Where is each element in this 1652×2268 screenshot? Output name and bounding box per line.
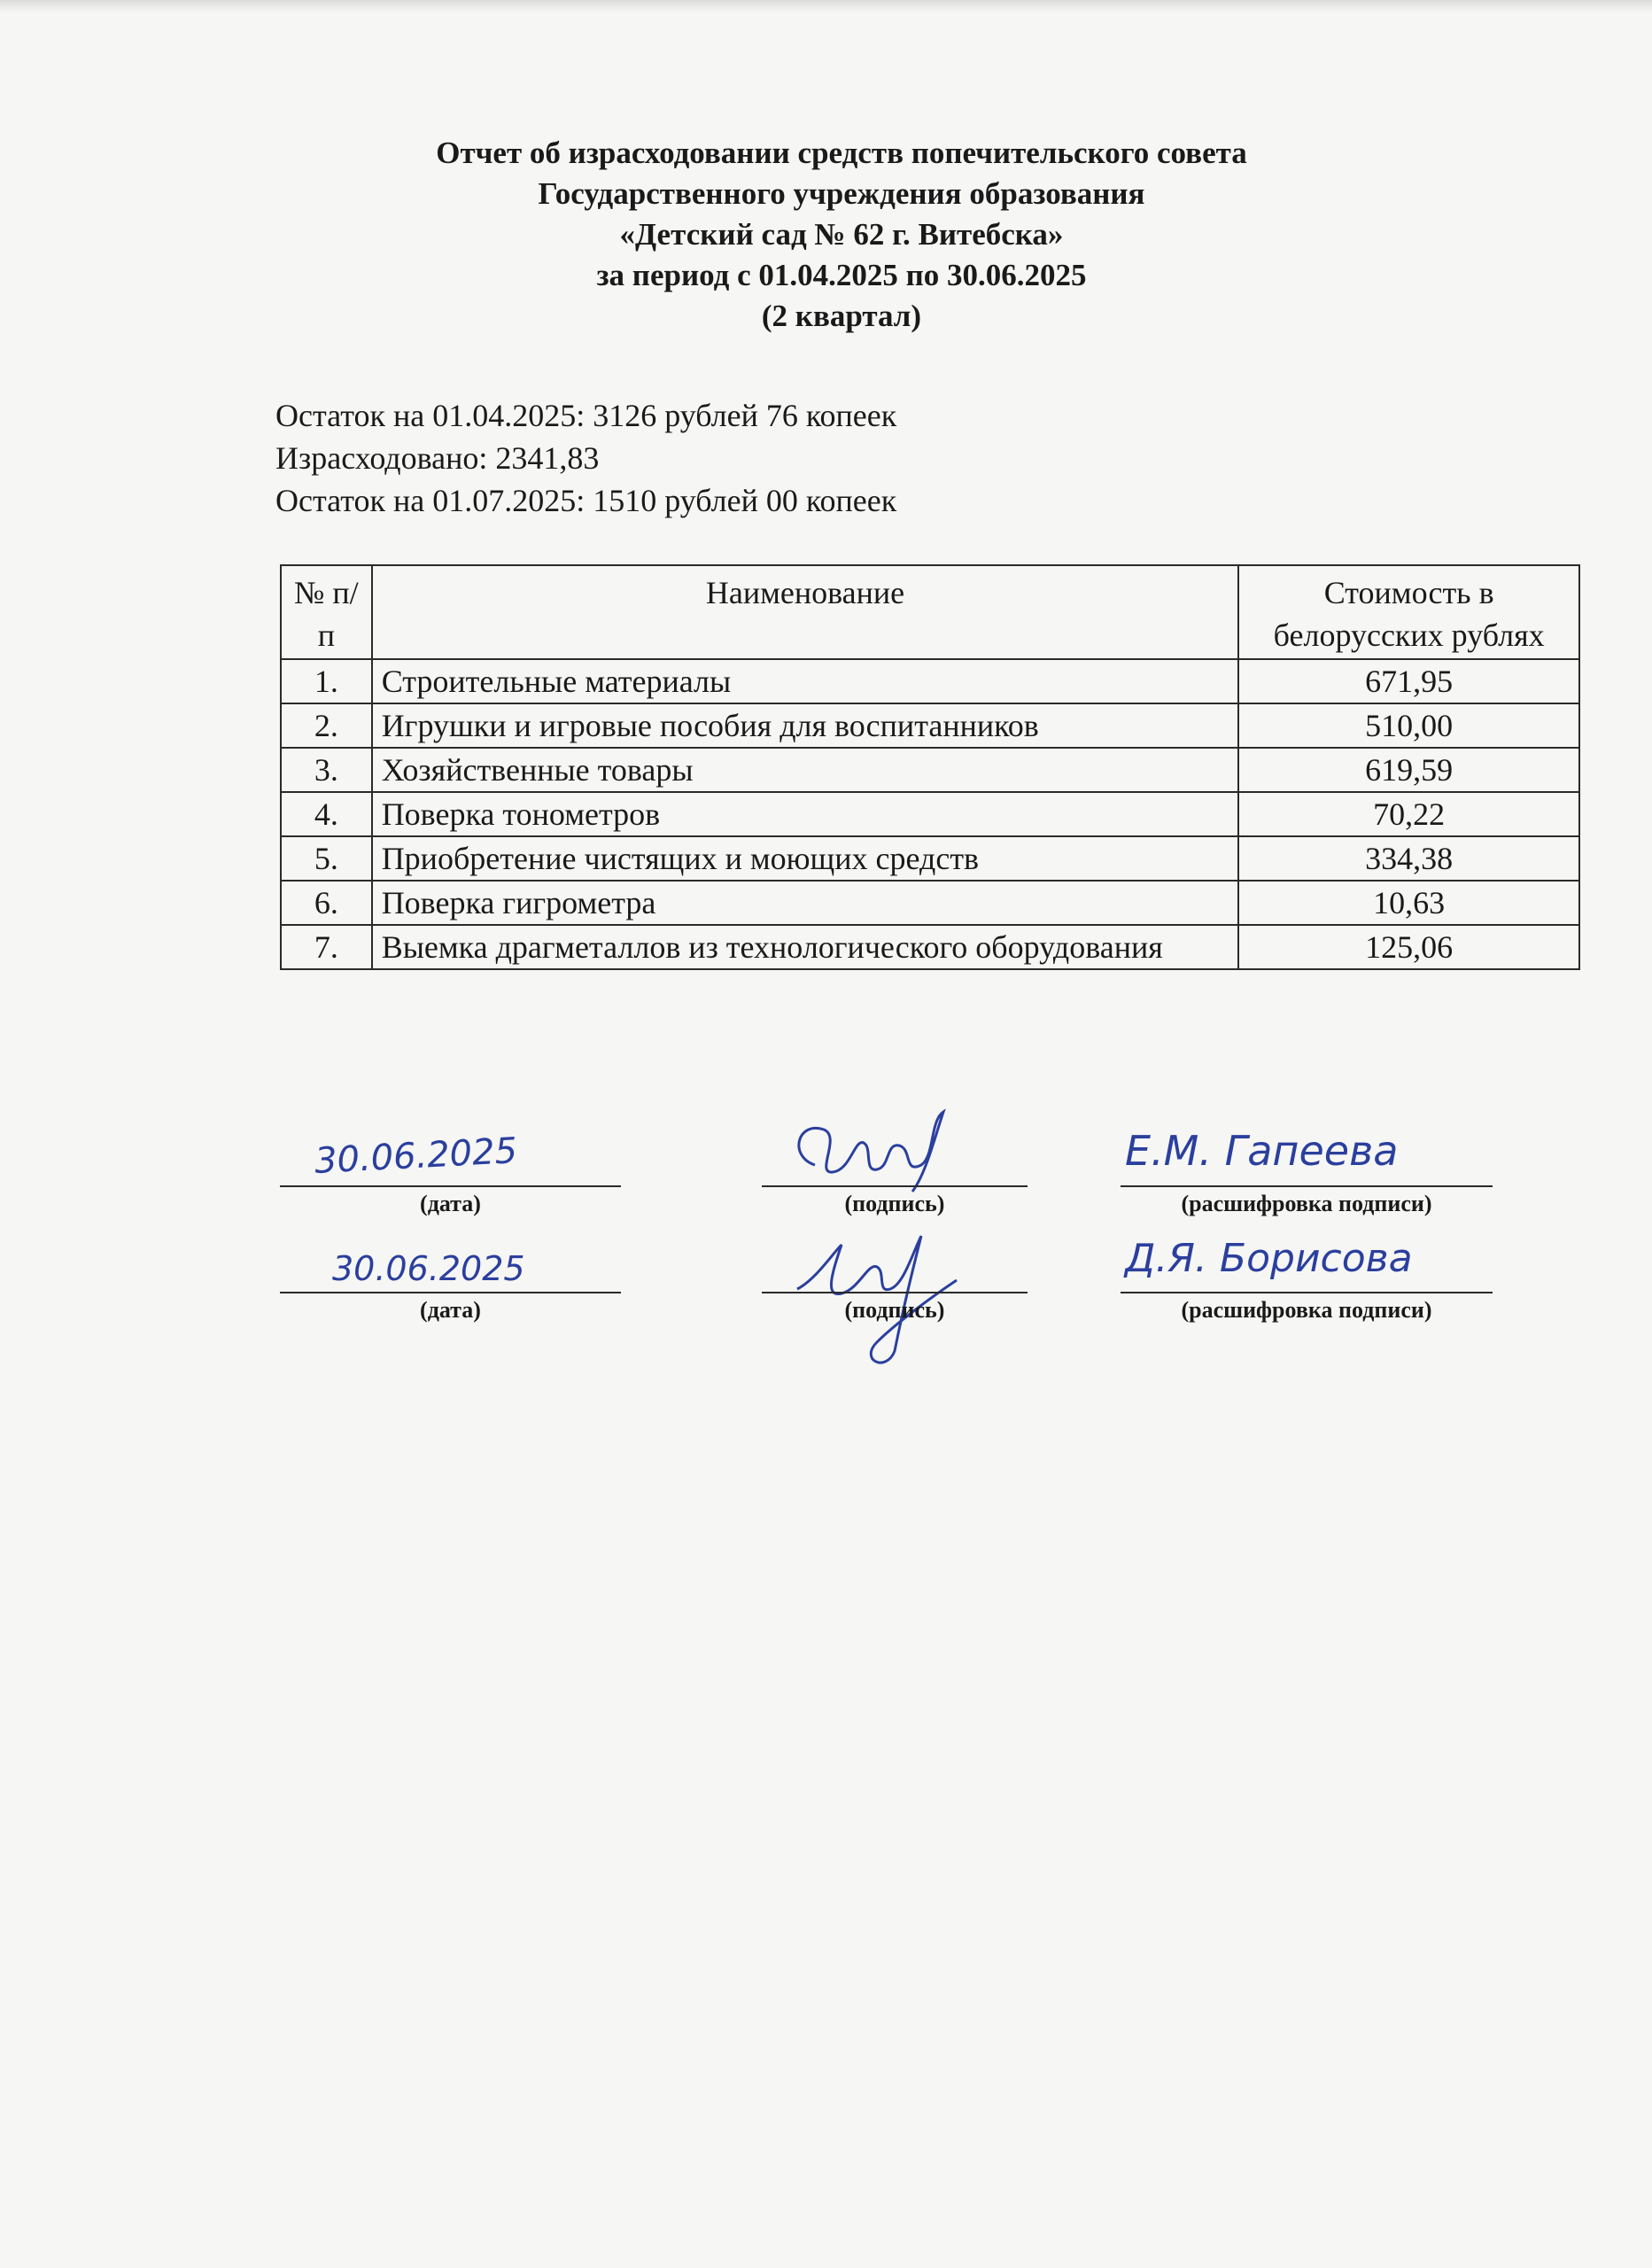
title-line-5: (2 квартал) [761, 299, 922, 333]
opening-balance: Остаток на 01.04.2025: 3126 рублей 76 копеек [275, 398, 897, 433]
row-name: Хозяйственные товары [372, 748, 1239, 792]
decoding-caption-1: (расшифровка подписи) [1181, 1191, 1432, 1216]
header-name: Наименование [372, 565, 1239, 659]
title-line-3: «Детский сад № 62 г. Витебска» [619, 217, 1064, 252]
spent-total: Израсходовано: 2341,83 [275, 440, 600, 476]
header-num: № п/п [281, 565, 372, 659]
row-cost: 125,06 [1238, 925, 1579, 969]
signature-line-1 [762, 1185, 1028, 1187]
row-name: Поверка тонометров [372, 792, 1239, 836]
table-row [281, 703, 1579, 748]
row-name: Поверка гигрометра [372, 881, 1239, 925]
row-cost: 510,00 [1238, 703, 1579, 748]
decoding-line-2 [1121, 1292, 1493, 1293]
row-num: 5. [281, 836, 372, 881]
date-caption-1: (дата) [420, 1191, 481, 1216]
signature-caption-1: (подпись) [844, 1191, 945, 1216]
row-name: Строительные материалы [372, 659, 1239, 703]
date-line-2 [280, 1292, 621, 1293]
paper-edge [0, 0, 1652, 12]
row-name: Приобретение чистящих и моющих средств [372, 836, 1239, 881]
row-cost: 70,22 [1238, 792, 1579, 836]
row-num: 7. [281, 925, 372, 969]
table-row [281, 836, 1579, 881]
signature-line-2 [762, 1292, 1028, 1293]
table-header-row [281, 565, 1579, 659]
row-num: 4. [281, 792, 372, 836]
handwritten-decoding-1: Е.М. Гапеева [1125, 1127, 1399, 1175]
row-cost: 671,95 [1238, 659, 1579, 703]
decoding-line-1 [1121, 1185, 1493, 1187]
signature-scribble-2 [779, 1218, 992, 1369]
row-cost: 334,38 [1238, 836, 1579, 881]
row-name: Игрушки и игровые пособия для воспитанников [372, 703, 1239, 748]
header-cost: Стоимость в белорусских рублях [1238, 565, 1579, 659]
row-num: 1. [281, 659, 372, 703]
handwritten-decoding-2: Д.Я. Борисова [1125, 1236, 1413, 1281]
report-title [266, 133, 1417, 337]
row-cost: 10,63 [1238, 881, 1579, 925]
handwritten-date-1: 30.06.2025 [313, 1130, 519, 1182]
expense-table [280, 564, 1580, 970]
handwritten-date-2: 30.06.2025 [332, 1249, 525, 1288]
decoding-caption-2: (расшифровка подписи) [1181, 1297, 1432, 1323]
table-row [281, 792, 1579, 836]
row-num: 3. [281, 748, 372, 792]
title-line-2: Государственного учреждения образования [538, 176, 1145, 211]
signature-caption-2: (подпись) [844, 1297, 945, 1323]
table-row [281, 748, 1579, 792]
row-name: Выемка драгметаллов из технологического оборудования [372, 925, 1239, 969]
table-row [281, 659, 1579, 703]
date-caption-2: (дата) [420, 1297, 481, 1323]
table-row [281, 925, 1579, 969]
row-num: 2. [281, 703, 372, 748]
row-cost: 619,59 [1238, 748, 1579, 792]
title-line-1: Отчет об израсходовании средств попечительского совета [436, 136, 1247, 170]
balance-summary [275, 394, 896, 522]
date-line-1 [280, 1185, 621, 1187]
row-num: 6. [281, 881, 372, 925]
title-line-4: за период с 01.04.2025 по 30.06.2025 [596, 258, 1087, 292]
table-row [281, 881, 1579, 925]
closing-balance: Остаток на 01.07.2025: 1510 рублей 00 копеек [275, 483, 897, 518]
